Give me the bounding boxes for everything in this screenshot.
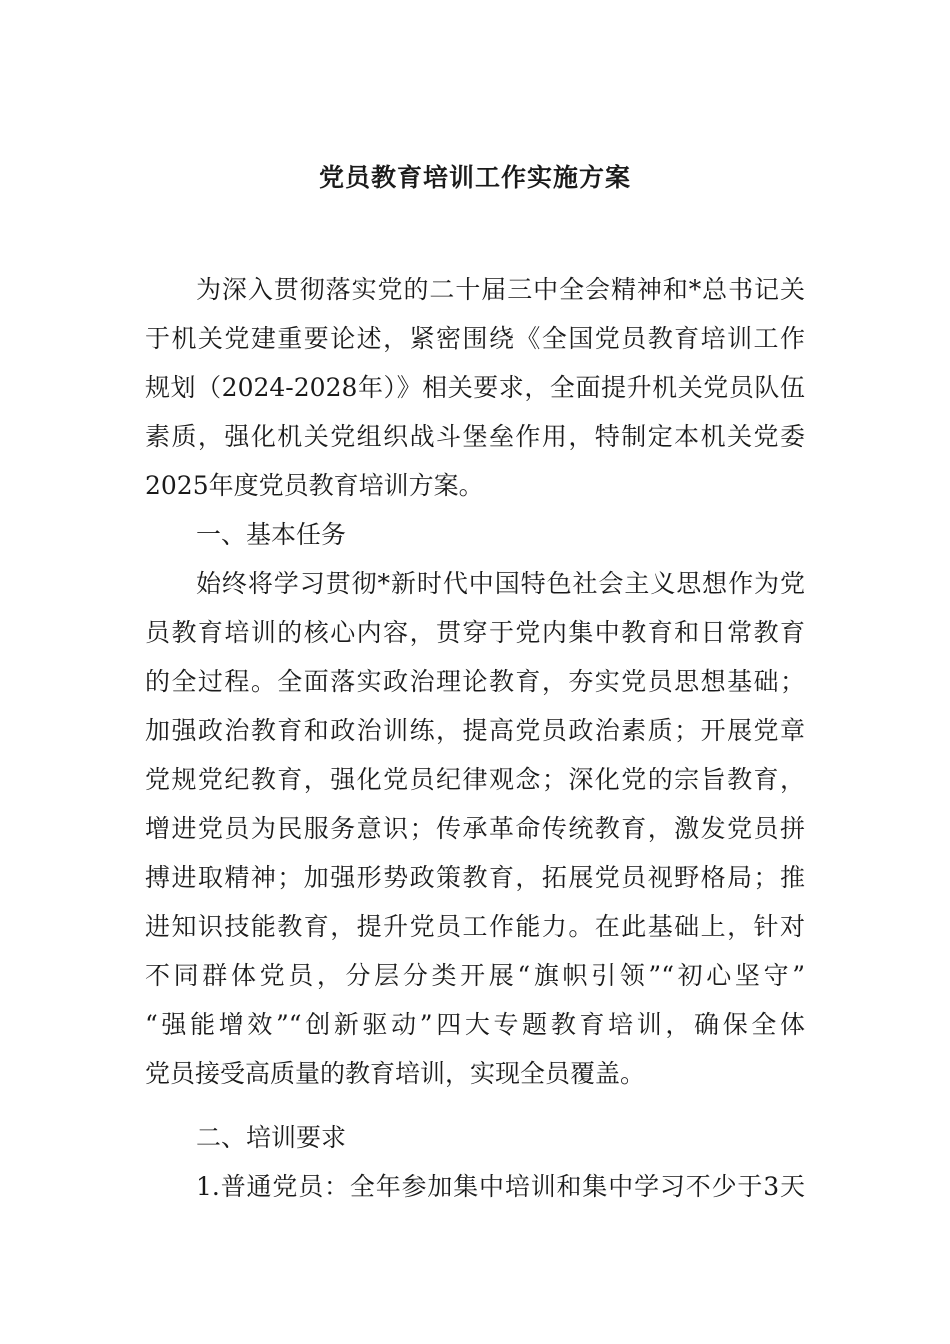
paragraph-line: 党员接受高质量的教育培训，实现全员覆盖。	[145, 1059, 646, 1088]
paragraph-line: 于机关党建重要论述，紧密围绕《全国党员教育培训工作	[145, 324, 805, 353]
paragraph-line: 党规党纪教育，强化党员纪律观念；深化党的宗旨教育，	[145, 765, 805, 794]
paragraph-line: 加强政治教育和政治训练，提高党员政治素质；开展党章	[145, 716, 805, 745]
paragraph-line: 增进党员为民服务意识；传承革命传统教育，激发党员拼	[145, 814, 805, 843]
paragraph-line: 不同群体党员，分层分类开展“旗帜引领”“初心坚守”	[145, 961, 805, 990]
paragraph-line: 规划（2024-2028年）》相关要求，全面提升机关党员队伍	[145, 373, 805, 402]
paragraph-line: 进知识技能教育，提升党员工作能力。在此基础上，针对	[145, 912, 805, 941]
paragraph-line: 素质，强化机关党组织战斗堡垒作用，特制定本机关党委	[145, 422, 805, 451]
paragraph-line: 为深入贯彻落实党的二十届三中全会精神和*总书记关	[196, 275, 805, 304]
paragraph-line: 始终将学习贯彻*新时代中国特色社会主义思想作为党	[196, 569, 805, 598]
paragraph-line: 2025年度党员教育培训方案。	[145, 471, 484, 500]
section-heading: 二、培训要求	[196, 1123, 347, 1152]
paragraph-line: 员教育培训的核心内容，贯穿于党内集中教育和日常教育	[145, 618, 805, 647]
paragraph-line: 搏进取精神；加强形势政策教育，拓展党员视野格局；推	[145, 863, 805, 892]
paragraph-line: 的全过程。全面落实政治理论教育，夯实党员思想基础；	[145, 667, 805, 696]
paragraph-line: 1.普通党员：全年参加集中培训和集中学习不少于3天	[196, 1172, 805, 1201]
document-title: 党员教育培训工作实施方案	[318, 163, 631, 192]
section-heading: 一、基本任务	[196, 520, 347, 549]
paragraph-line: “强能增效”“创新驱动”四大专题教育培训，确保全体	[145, 1010, 805, 1039]
